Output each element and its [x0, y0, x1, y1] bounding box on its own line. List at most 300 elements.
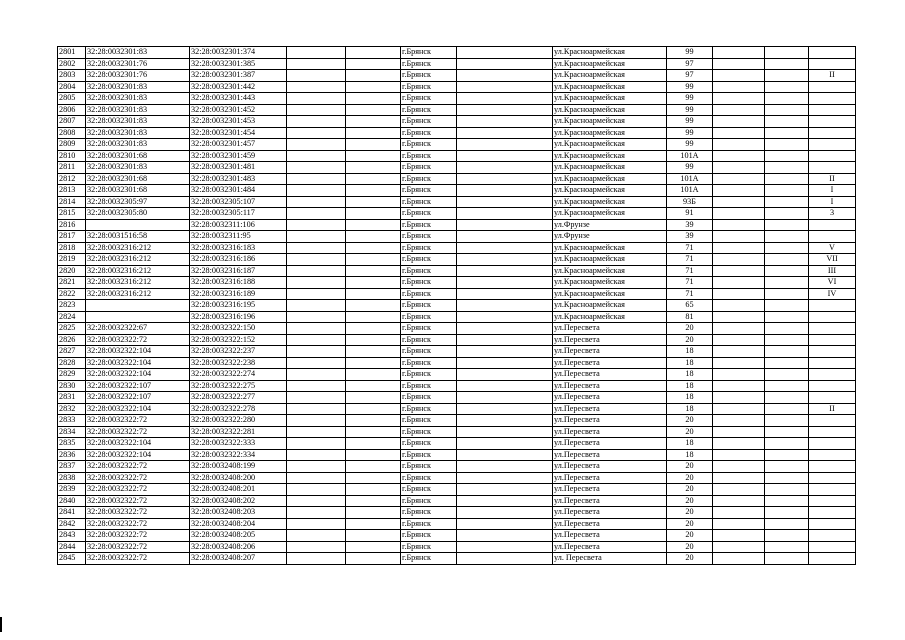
- table-row: [58, 472, 856, 484]
- empty-cell: [287, 438, 346, 450]
- premises-number-cell: [809, 369, 856, 381]
- empty-cell: [287, 242, 346, 254]
- house-number-cell: 18: [667, 346, 713, 358]
- street-cell: ул.Красноармейская: [553, 242, 667, 254]
- empty-cell: [713, 93, 765, 105]
- table-row: [58, 346, 856, 358]
- city-cell: г.Брянск: [401, 403, 457, 415]
- house-number-cell: 65: [667, 300, 713, 312]
- cadastral-number-cell: 32:28:0032301:484: [190, 185, 287, 197]
- city-cell: г.Брянск: [401, 116, 457, 128]
- land-parcel-cell: 32:28:0031516:58: [86, 231, 190, 243]
- empty-cell: [457, 380, 553, 392]
- cadastral-number-cell: 32:28:0032322:280: [190, 415, 287, 427]
- cadastral-number-cell: 32:28:0032301:483: [190, 173, 287, 185]
- city-cell: г.Брянск: [401, 185, 457, 197]
- city-cell: г.Брянск: [401, 277, 457, 289]
- cadastral-number-cell: 32:28:0032301:452: [190, 104, 287, 116]
- land-parcel-cell: 32:28:0032316:212: [86, 265, 190, 277]
- record-number-cell: 2824: [58, 311, 86, 323]
- record-number-cell: 2821: [58, 277, 86, 289]
- house-number-cell: 71: [667, 277, 713, 289]
- property-register-table: [57, 46, 856, 565]
- empty-cell: [457, 173, 553, 185]
- empty-cell: [765, 392, 809, 404]
- city-cell: г.Брянск: [401, 242, 457, 254]
- premises-number-cell: I: [809, 185, 856, 197]
- table-row: [58, 265, 856, 277]
- empty-cell: [346, 461, 401, 473]
- empty-cell: [346, 553, 401, 565]
- city-cell: г.Брянск: [401, 484, 457, 496]
- record-number-cell: 2830: [58, 380, 86, 392]
- empty-cell: [346, 334, 401, 346]
- table-row: [58, 323, 856, 335]
- cadastral-number-cell: 32:28:0032322:334: [190, 449, 287, 461]
- record-number-cell: 2826: [58, 334, 86, 346]
- empty-cell: [765, 162, 809, 174]
- empty-cell: [457, 81, 553, 93]
- table-row: [58, 369, 856, 381]
- house-number-cell: 99: [667, 104, 713, 116]
- street-cell: ул.Красноармейская: [553, 311, 667, 323]
- empty-cell: [287, 300, 346, 312]
- empty-cell: [346, 254, 401, 266]
- cadastral-number-cell: 32:28:0032305:117: [190, 208, 287, 220]
- table-row: [58, 426, 856, 438]
- cadastral-number-cell: 32:28:0032316:183: [190, 242, 287, 254]
- empty-cell: [713, 472, 765, 484]
- empty-cell: [287, 288, 346, 300]
- empty-cell: [457, 346, 553, 358]
- empty-cell: [346, 392, 401, 404]
- cadastral-number-cell: 32:28:0032311:106: [190, 219, 287, 231]
- empty-cell: [457, 426, 553, 438]
- land-parcel-cell: 32:28:0032301:83: [86, 104, 190, 116]
- street-cell: ул.Пересвета: [553, 403, 667, 415]
- street-cell: ул.Пересвета: [553, 426, 667, 438]
- empty-cell: [765, 553, 809, 565]
- empty-cell: [457, 530, 553, 542]
- house-number-cell: 71: [667, 254, 713, 266]
- house-number-cell: 18: [667, 438, 713, 450]
- empty-cell: [765, 219, 809, 231]
- empty-cell: [346, 208, 401, 220]
- table-row: [58, 438, 856, 450]
- house-number-cell: 20: [667, 461, 713, 473]
- empty-cell: [765, 231, 809, 243]
- street-cell: ул.Пересвета: [553, 369, 667, 381]
- empty-cell: [457, 403, 553, 415]
- house-number-cell: 99: [667, 139, 713, 151]
- city-cell: г.Брянск: [401, 357, 457, 369]
- street-cell: ул.Красноармейская: [553, 254, 667, 266]
- record-number-cell: 2802: [58, 58, 86, 70]
- empty-cell: [713, 104, 765, 116]
- table-row: [58, 150, 856, 162]
- empty-cell: [346, 323, 401, 335]
- cadastral-number-cell: 32:28:0032316:189: [190, 288, 287, 300]
- land-parcel-cell: 32:28:0032316:212: [86, 242, 190, 254]
- empty-cell: [765, 173, 809, 185]
- empty-cell: [765, 277, 809, 289]
- empty-cell: [457, 58, 553, 70]
- record-number-cell: 2829: [58, 369, 86, 381]
- empty-cell: [765, 265, 809, 277]
- land-parcel-cell: 32:28:0032301:83: [86, 47, 190, 59]
- empty-cell: [765, 449, 809, 461]
- city-cell: г.Брянск: [401, 334, 457, 346]
- cadastral-number-cell: 32:28:0032316:195: [190, 300, 287, 312]
- empty-cell: [457, 208, 553, 220]
- empty-cell: [765, 47, 809, 59]
- city-cell: г.Брянск: [401, 47, 457, 59]
- land-parcel-cell: 32:28:0032322:72: [86, 530, 190, 542]
- empty-cell: [287, 472, 346, 484]
- table-row: [58, 127, 856, 139]
- cadastral-number-cell: 32:28:0032322:281: [190, 426, 287, 438]
- land-parcel-cell: 32:28:0032322:72: [86, 461, 190, 473]
- empty-cell: [457, 553, 553, 565]
- empty-cell: [713, 196, 765, 208]
- house-number-cell: 20: [667, 530, 713, 542]
- house-number-cell: 39: [667, 231, 713, 243]
- house-number-cell: 101А: [667, 150, 713, 162]
- city-cell: г.Брянск: [401, 173, 457, 185]
- house-number-cell: 99: [667, 127, 713, 139]
- house-number-cell: 20: [667, 507, 713, 519]
- empty-cell: [713, 334, 765, 346]
- empty-cell: [765, 461, 809, 473]
- empty-cell: [346, 438, 401, 450]
- street-cell: ул.Красноармейская: [553, 81, 667, 93]
- empty-cell: [457, 484, 553, 496]
- record-number-cell: 2818: [58, 242, 86, 254]
- city-cell: г.Брянск: [401, 495, 457, 507]
- record-number-cell: 2808: [58, 127, 86, 139]
- empty-cell: [287, 415, 346, 427]
- house-number-cell: 99: [667, 162, 713, 174]
- empty-cell: [346, 104, 401, 116]
- land-parcel-cell: 32:28:0032322:72: [86, 426, 190, 438]
- empty-cell: [287, 231, 346, 243]
- empty-cell: [287, 162, 346, 174]
- city-cell: г.Брянск: [401, 438, 457, 450]
- land-parcel-cell: 32:28:0032301:83: [86, 93, 190, 105]
- premises-number-cell: [809, 311, 856, 323]
- premises-number-cell: [809, 93, 856, 105]
- record-number-cell: 2825: [58, 323, 86, 335]
- cadastral-number-cell: 32:28:0032301:453: [190, 116, 287, 128]
- house-number-cell: 99: [667, 47, 713, 59]
- city-cell: г.Брянск: [401, 346, 457, 358]
- empty-cell: [765, 300, 809, 312]
- empty-cell: [713, 438, 765, 450]
- empty-cell: [346, 311, 401, 323]
- premises-number-cell: [809, 357, 856, 369]
- record-number-cell: 2813: [58, 185, 86, 197]
- table-row: [58, 81, 856, 93]
- empty-cell: [346, 369, 401, 381]
- empty-cell: [765, 518, 809, 530]
- empty-cell: [346, 196, 401, 208]
- empty-cell: [713, 357, 765, 369]
- cadastral-number-cell: 32:28:0032322:237: [190, 346, 287, 358]
- empty-cell: [457, 93, 553, 105]
- empty-cell: [287, 530, 346, 542]
- empty-cell: [713, 461, 765, 473]
- empty-cell: [287, 139, 346, 151]
- city-cell: г.Брянск: [401, 300, 457, 312]
- house-number-cell: 101А: [667, 185, 713, 197]
- house-number-cell: 71: [667, 288, 713, 300]
- empty-cell: [765, 104, 809, 116]
- cadastral-number-cell: 32:28:0032301:442: [190, 81, 287, 93]
- empty-cell: [287, 265, 346, 277]
- cadastral-number-cell: 32:28:0032301:374: [190, 47, 287, 59]
- city-cell: г.Брянск: [401, 93, 457, 105]
- premises-number-cell: [809, 139, 856, 151]
- empty-cell: [287, 127, 346, 139]
- empty-cell: [713, 58, 765, 70]
- street-cell: ул.Пересвета: [553, 392, 667, 404]
- cadastral-number-cell: 32:28:0032311:95: [190, 231, 287, 243]
- empty-cell: [457, 70, 553, 82]
- city-cell: г.Брянск: [401, 127, 457, 139]
- empty-cell: [287, 426, 346, 438]
- land-parcel-cell: 32:28:0032322:72: [86, 518, 190, 530]
- empty-cell: [457, 461, 553, 473]
- cadastral-number-cell: 32:28:0032316:187: [190, 265, 287, 277]
- street-cell: ул.Красноармейская: [553, 185, 667, 197]
- table-row: [58, 47, 856, 59]
- empty-cell: [713, 541, 765, 553]
- empty-cell: [287, 380, 346, 392]
- scan-edge-mark: [0, 617, 2, 632]
- empty-cell: [713, 208, 765, 220]
- empty-cell: [346, 507, 401, 519]
- record-number-cell: 2806: [58, 104, 86, 116]
- house-number-cell: 39: [667, 219, 713, 231]
- empty-cell: [765, 426, 809, 438]
- table-row: [58, 231, 856, 243]
- record-number-cell: 2828: [58, 357, 86, 369]
- premises-number-cell: [809, 553, 856, 565]
- street-cell: ул.Красноармейская: [553, 104, 667, 116]
- city-cell: г.Брянск: [401, 426, 457, 438]
- cadastral-number-cell: 32:28:0032301:454: [190, 127, 287, 139]
- record-number-cell: 2803: [58, 70, 86, 82]
- empty-cell: [457, 231, 553, 243]
- cadastral-number-cell: 32:28:0032305:107: [190, 196, 287, 208]
- empty-cell: [287, 403, 346, 415]
- premises-number-cell: [809, 426, 856, 438]
- land-parcel-cell: 32:28:0032322:107: [86, 380, 190, 392]
- house-number-cell: 99: [667, 116, 713, 128]
- house-number-cell: 71: [667, 242, 713, 254]
- land-parcel-cell: 32:28:0032301:68: [86, 185, 190, 197]
- table-row: [58, 162, 856, 174]
- table-row: [58, 219, 856, 231]
- empty-cell: [346, 162, 401, 174]
- empty-cell: [346, 231, 401, 243]
- record-number-cell: 2820: [58, 265, 86, 277]
- house-number-cell: 20: [667, 495, 713, 507]
- city-cell: г.Брянск: [401, 150, 457, 162]
- street-cell: ул.Пересвета: [553, 461, 667, 473]
- cadastral-number-cell: 32:28:0032301:459: [190, 150, 287, 162]
- cadastral-number-cell: 32:28:0032322:150: [190, 323, 287, 335]
- city-cell: г.Брянск: [401, 530, 457, 542]
- table-row: [58, 70, 856, 82]
- empty-cell: [713, 426, 765, 438]
- land-parcel-cell: [86, 311, 190, 323]
- table-row: [58, 93, 856, 105]
- record-number-cell: 2837: [58, 461, 86, 473]
- house-number-cell: 20: [667, 472, 713, 484]
- street-cell: ул.Красноармейская: [553, 162, 667, 174]
- street-cell: ул.Пересвета: [553, 449, 667, 461]
- empty-cell: [346, 357, 401, 369]
- land-parcel-cell: 32:28:0032305:80: [86, 208, 190, 220]
- street-cell: ул.Пересвета: [553, 357, 667, 369]
- empty-cell: [457, 323, 553, 335]
- empty-cell: [457, 139, 553, 151]
- premises-number-cell: [809, 380, 856, 392]
- premises-number-cell: [809, 104, 856, 116]
- premises-number-cell: [809, 507, 856, 519]
- street-cell: ул.Пересвета: [553, 484, 667, 496]
- empty-cell: [287, 484, 346, 496]
- cadastral-number-cell: 32:28:0032408:204: [190, 518, 287, 530]
- land-parcel-cell: 32:28:0032301:83: [86, 162, 190, 174]
- empty-cell: [457, 150, 553, 162]
- house-number-cell: 20: [667, 518, 713, 530]
- cadastral-number-cell: 32:28:0032408:206: [190, 541, 287, 553]
- empty-cell: [457, 507, 553, 519]
- premises-number-cell: 3: [809, 208, 856, 220]
- city-cell: г.Брянск: [401, 311, 457, 323]
- empty-cell: [713, 139, 765, 151]
- cadastral-number-cell: 32:28:0032316:186: [190, 254, 287, 266]
- table-row: [58, 116, 856, 128]
- empty-cell: [346, 380, 401, 392]
- empty-cell: [713, 495, 765, 507]
- record-number-cell: 2819: [58, 254, 86, 266]
- empty-cell: [346, 116, 401, 128]
- empty-cell: [346, 403, 401, 415]
- city-cell: г.Брянск: [401, 518, 457, 530]
- empty-cell: [457, 392, 553, 404]
- cadastral-number-cell: 32:28:0032301:481: [190, 162, 287, 174]
- empty-cell: [457, 472, 553, 484]
- empty-cell: [765, 254, 809, 266]
- table-row: [58, 173, 856, 185]
- empty-cell: [713, 530, 765, 542]
- empty-cell: [287, 311, 346, 323]
- empty-cell: [765, 495, 809, 507]
- empty-cell: [713, 231, 765, 243]
- record-number-cell: 2804: [58, 81, 86, 93]
- empty-cell: [287, 81, 346, 93]
- empty-cell: [765, 323, 809, 335]
- table-row: [58, 300, 856, 312]
- table-row: [58, 208, 856, 220]
- land-parcel-cell: 32:28:0032301:83: [86, 81, 190, 93]
- empty-cell: [457, 300, 553, 312]
- city-cell: г.Брянск: [401, 472, 457, 484]
- premises-number-cell: [809, 449, 856, 461]
- city-cell: г.Брянск: [401, 392, 457, 404]
- empty-cell: [346, 415, 401, 427]
- empty-cell: [765, 311, 809, 323]
- empty-cell: [287, 185, 346, 197]
- house-number-cell: 81: [667, 311, 713, 323]
- land-parcel-cell: 32:28:0032316:212: [86, 288, 190, 300]
- premises-number-cell: VI: [809, 277, 856, 289]
- cadastral-number-cell: 32:28:0032408:202: [190, 495, 287, 507]
- empty-cell: [713, 323, 765, 335]
- cadastral-number-cell: 32:28:0032408:200: [190, 472, 287, 484]
- empty-cell: [765, 139, 809, 151]
- empty-cell: [287, 58, 346, 70]
- empty-cell: [713, 173, 765, 185]
- empty-cell: [713, 403, 765, 415]
- premises-number-cell: [809, 495, 856, 507]
- house-number-cell: 91: [667, 208, 713, 220]
- empty-cell: [457, 518, 553, 530]
- house-number-cell: 20: [667, 415, 713, 427]
- empty-cell: [457, 334, 553, 346]
- empty-cell: [765, 93, 809, 105]
- land-parcel-cell: 32:28:0032322:104: [86, 449, 190, 461]
- premises-number-cell: II: [809, 70, 856, 82]
- street-cell: ул.Пересвета: [553, 323, 667, 335]
- premises-number-cell: IV: [809, 288, 856, 300]
- house-number-cell: 18: [667, 380, 713, 392]
- empty-cell: [457, 438, 553, 450]
- table-row: [58, 530, 856, 542]
- empty-cell: [287, 449, 346, 461]
- table-row: [58, 104, 856, 116]
- table-row: [58, 58, 856, 70]
- empty-cell: [287, 219, 346, 231]
- land-parcel-cell: 32:28:0032322:72: [86, 334, 190, 346]
- table-row: [58, 254, 856, 266]
- premises-number-cell: [809, 300, 856, 312]
- city-cell: г.Брянск: [401, 323, 457, 335]
- empty-cell: [765, 70, 809, 82]
- empty-cell: [713, 369, 765, 381]
- land-parcel-cell: 32:28:0032316:212: [86, 277, 190, 289]
- empty-cell: [713, 219, 765, 231]
- empty-cell: [346, 139, 401, 151]
- record-number-cell: 2812: [58, 173, 86, 185]
- empty-cell: [765, 541, 809, 553]
- empty-cell: [765, 185, 809, 197]
- street-cell: ул.Красноармейская: [553, 116, 667, 128]
- street-cell: ул.Красноармейская: [553, 70, 667, 82]
- premises-number-cell: [809, 346, 856, 358]
- land-parcel-cell: 32:28:0032322:107: [86, 392, 190, 404]
- record-number-cell: 2838: [58, 472, 86, 484]
- city-cell: г.Брянск: [401, 81, 457, 93]
- record-number-cell: 2817: [58, 231, 86, 243]
- house-number-cell: 20: [667, 484, 713, 496]
- premises-number-cell: [809, 323, 856, 335]
- empty-cell: [287, 518, 346, 530]
- empty-cell: [713, 127, 765, 139]
